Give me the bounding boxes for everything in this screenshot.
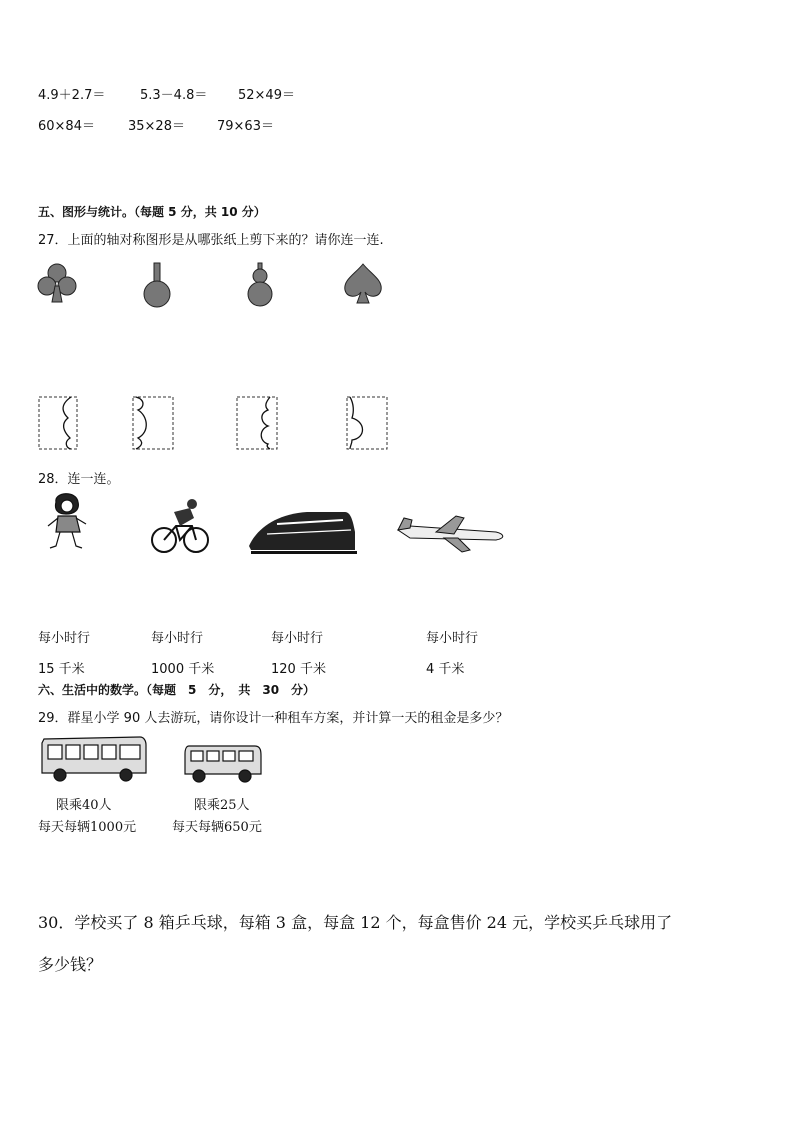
small-bus-icon [183,742,263,784]
section-6-heading: 六、生活中的数学。（每题 5 分， 共 30 分） [38,683,316,697]
large-bus-icon [40,735,148,785]
large-bus-price: 每天每辆1000元 [38,820,137,835]
section-5-heading: 五、图形与统计。（每题 5 分，共 10 分） [38,205,266,219]
airplane-icon [396,516,508,556]
equation-3: 52×49＝ [238,88,295,103]
equation-5: 35×28＝ [128,119,185,134]
equation-1: 4.9＋2.7＝ [38,88,106,103]
question-29-text: 29．群星小学 90 人去游玩，请你设计一种租车方案，并计算一天的租金是多少？ [38,711,509,726]
question-27-text: 27．上面的轴对称图形是从哪张纸上剪下来的？请你连一连. [38,233,384,248]
club-icon [36,262,78,306]
speed-prefix-1: 每小时行 [38,631,91,646]
question-28-text: 28．连一连。 [38,472,120,487]
equation-6: 79×63＝ [217,119,274,134]
half-cutout-2 [132,396,174,450]
high-speed-train-icon [247,508,359,556]
walking-child-icon [46,492,90,552]
half-cutout-1 [38,396,78,450]
round-flask-icon [141,262,173,308]
spade-icon [341,262,385,306]
speed-value-3: 120 千米 [271,662,326,677]
equation-2: 5.3－4.8＝ [140,88,208,103]
speed-prefix-2: 每小时行 [151,631,204,646]
speed-prefix-3: 每小时行 [271,631,324,646]
speed-value-1: 15 千米 [38,662,85,677]
equation-4: 60×84＝ [38,119,95,134]
small-bus-capacity: 限乘25人 [194,798,250,813]
gourd-icon [244,262,276,308]
speed-value-4: 4 千米 [426,662,465,677]
small-bus-price: 每天每辆650元 [172,820,262,835]
speed-prefix-4: 每小时行 [426,631,479,646]
half-cutout-4 [346,396,388,450]
half-cutout-3 [236,396,278,450]
large-bus-capacity: 限乘40人 [56,798,112,813]
question-30-line-2: 多少钱？ [38,955,103,974]
cyclist-icon [150,496,210,558]
question-30-line-1: 30．学校买了 8 箱乒乓球，每箱 3 盒，每盒 12 个，每盒售价 24 元，学校买乒乓球用了 [38,913,673,932]
speed-value-2: 1000 千米 [151,662,215,677]
